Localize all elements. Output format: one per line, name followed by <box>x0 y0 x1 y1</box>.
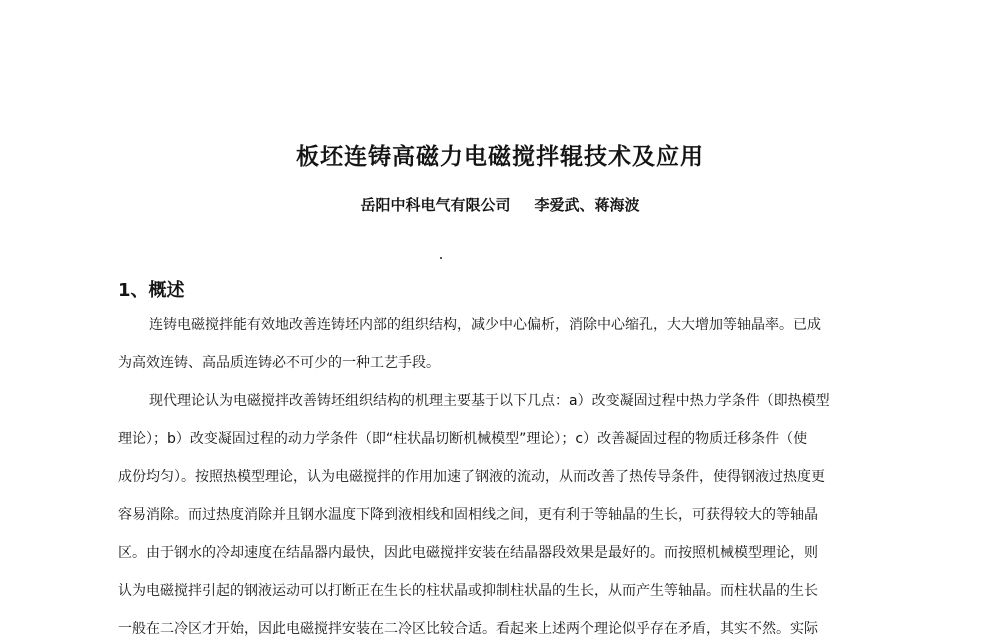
paragraph-line: 容易消除。而过热度消除并且钢水温度下降到液相线和固相线之间，更有利于等轴晶的生长，可获得较大的等轴晶 <box>118 507 818 523</box>
paragraph-line: 区。由于钢水的冷却速度在结晶器内最快，因此电磁搅拌安装在结晶器段效果是最好的。而按照机械模型理论，则 <box>118 545 818 561</box>
section-heading: 1、概述 <box>118 280 185 301</box>
paragraph-line: 一般在二冷区才开始，因此电磁搅拌安装在二冷区比较合适。看起来上述两个理论似乎存在矛盾，其实不然。实际 <box>118 621 818 637</box>
company-name: 岳阳中科电气有限公司 <box>360 196 511 214</box>
paragraph-line: 理论）；b）改变凝固过程的动力学条件（即“柱状晶切断机械模型”理论）；c）改善凝固过程的物质迁移条件（使 <box>118 431 808 447</box>
author-byline <box>0 194 1000 215</box>
paragraph-line: 成份均匀）。按照热模型理论，认为电磁搅拌的作用加速了钢液的流动，从而改善了热传导条件，使得钢液过热度更 <box>118 469 825 485</box>
scan-speck <box>440 257 442 259</box>
author-names: 李爱武、蒋海波 <box>534 196 640 214</box>
paragraph-line: 连铸电磁搅拌能有效地改善连铸坯内部的组织结构，减少中心偏析，消除中心缩孔，大大增加等轴晶率。已成 <box>149 317 821 333</box>
paragraph-line: 现代理论认为电磁搅拌改善铸坯组织结构的机理主要基于以下几点：a）改变凝固过程中热力学条件（即热模型 <box>149 393 830 409</box>
paragraph-line: 认为电磁搅拌引起的钢液运动可以打断正在生长的柱状晶或抑制柱状晶的生长，从而产生等轴晶。而柱状晶的生长 <box>118 583 818 599</box>
paragraph-line: 为高效连铸、高品质连铸必不可少的一种工艺手段。 <box>118 355 440 371</box>
paper-title: 板坯连铸高磁力电磁搅拌辊技术及应用 <box>296 144 704 170</box>
